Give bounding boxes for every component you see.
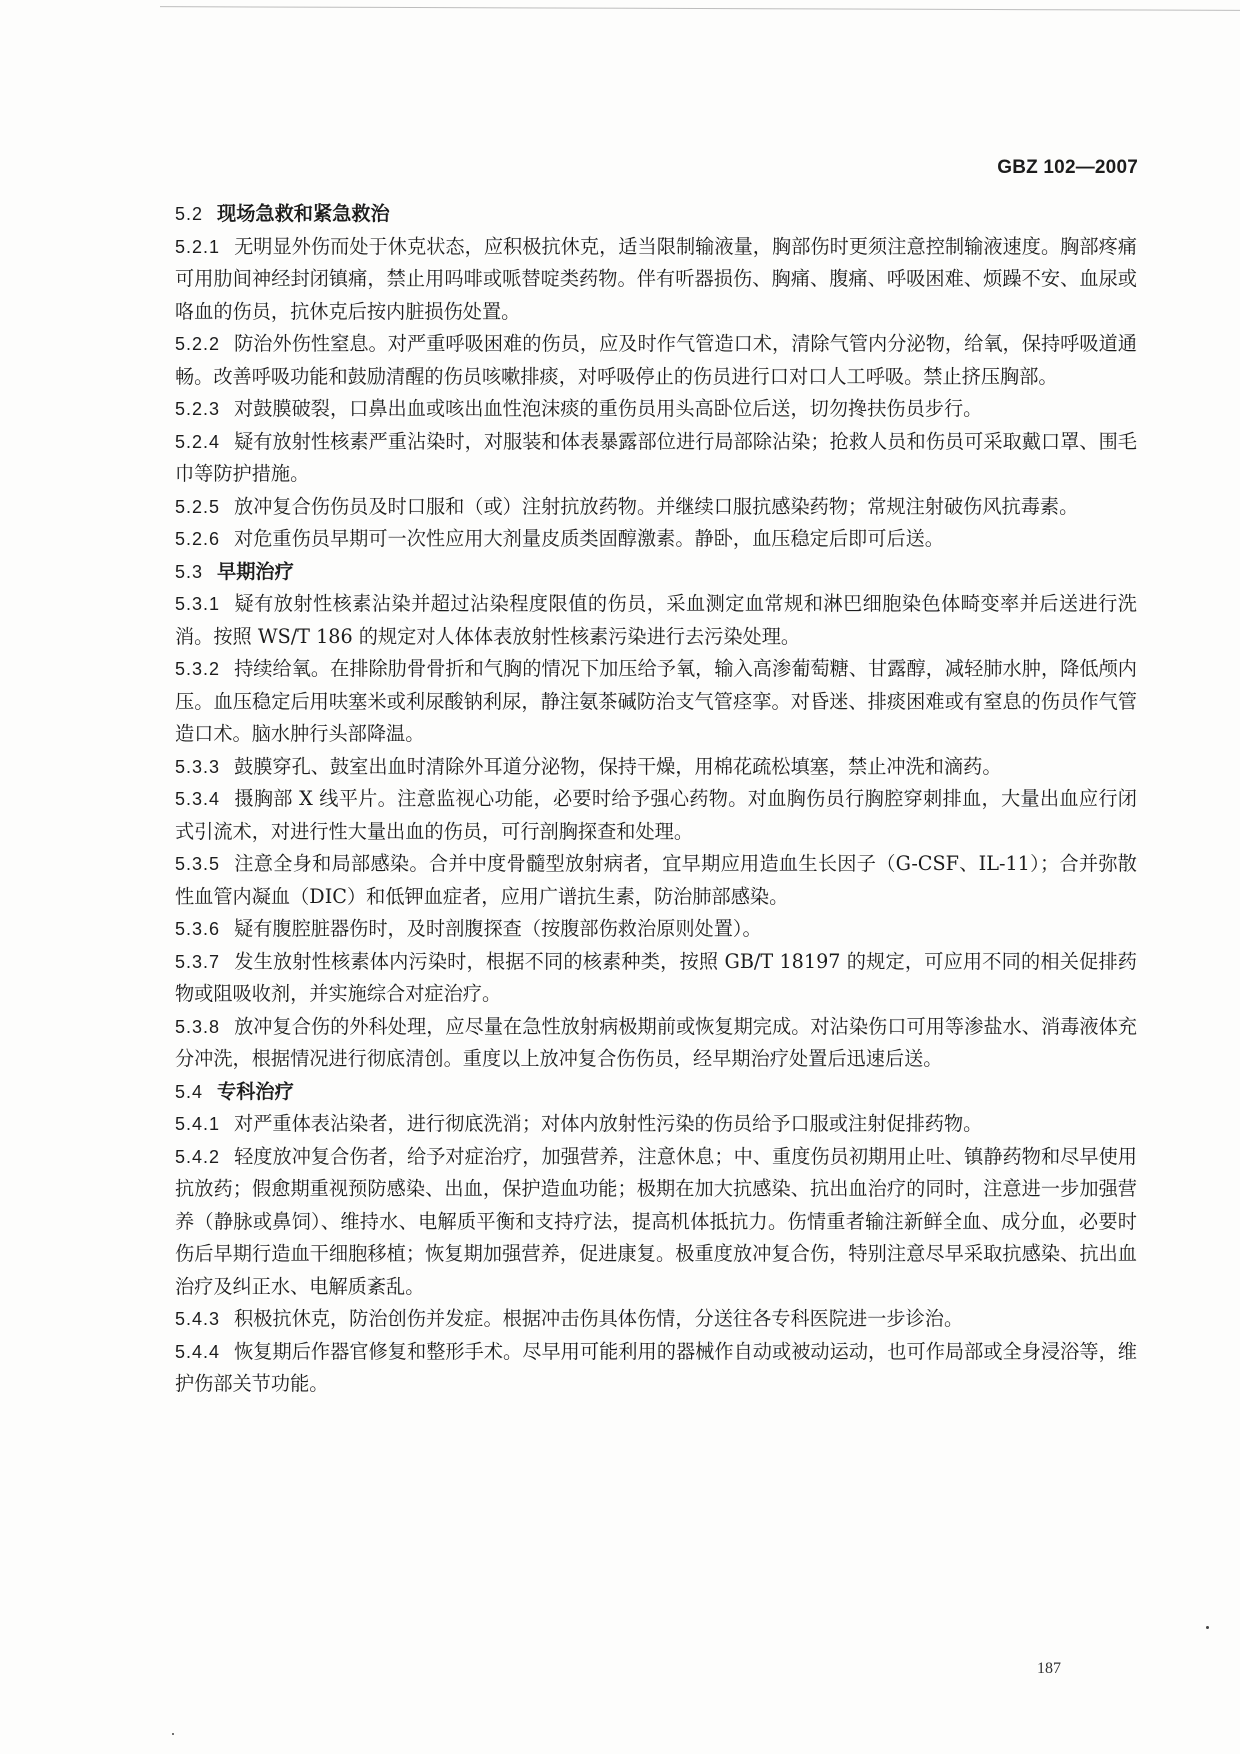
clause-paragraph bbox=[175, 393, 1137, 426]
scan-edge-line bbox=[160, 6, 1240, 11]
clause-text: 鼓膜穿孔、鼓室出血时清除外耳道分泌物，保持干燥，用棉花疏松填塞，禁止冲洗和滴药。 bbox=[234, 754, 1002, 778]
document-body bbox=[175, 198, 1137, 1401]
clause-text: 发生放射性核素体内污染时，根据不同的核素种类，按照 GB/T 18197 的规定，可应用不同的相关促排药物或阻吸收剂，并实施综合对症治疗。 bbox=[175, 949, 1137, 1005]
clause-number: 5.3.8 bbox=[175, 1016, 221, 1037]
clause-paragraph bbox=[175, 653, 1137, 751]
section-title: 现场急救和紧急救治 bbox=[217, 202, 390, 225]
clause-text: 防治外伤性窒息。对严重呼吸困难的伤员，应及时作气管造口术，清除气管内分泌物，给氧，保持呼吸道通畅。改善呼吸功能和鼓励清醒的伤员咳嗽排痰，对呼吸停止的伤员进行口对口人工呼吸。禁止挤压胸部。 bbox=[175, 332, 1137, 388]
clause-number: 5.3.4 bbox=[175, 789, 221, 809]
clause-number: 5.3.6 bbox=[175, 919, 221, 939]
clause-number: 5.3.2 bbox=[175, 659, 221, 679]
section-heading bbox=[175, 198, 1137, 231]
clause-paragraph bbox=[175, 1303, 1137, 1336]
scan-speck bbox=[172, 1733, 174, 1735]
clause-number: 5.2.5 bbox=[175, 496, 221, 517]
clause-number: 5.4.1 bbox=[175, 1114, 221, 1134]
section-heading bbox=[175, 1076, 1137, 1109]
clause-paragraph bbox=[175, 1108, 1137, 1141]
clause-paragraph bbox=[175, 946, 1137, 1011]
clause-number: 5.2.4 bbox=[175, 431, 221, 452]
section-title: 专科治疗 bbox=[217, 1079, 294, 1103]
page-number: 187 bbox=[1037, 1660, 1061, 1677]
section-heading bbox=[175, 556, 1137, 589]
section-number: 5.4 bbox=[175, 1081, 204, 1102]
clause-paragraph bbox=[175, 426, 1137, 491]
clause-paragraph bbox=[175, 1141, 1137, 1304]
clause-number: 5.4.2 bbox=[175, 1146, 221, 1167]
clause-text: 轻度放冲复合伤者，给予对症治疗，加强营养，注意休息；中、重度伤员初期用止吐、镇静药物和尽早使用抗放药；假愈期重视预防感染、出血，保护造血功能；极期在加大抗感染、抗出血治疗的同时，注意进一步加强营养（静脉或鼻饲）、维持水、电解质平衡和支持疗法，提高机体抵抗力。伤情重者输注新鲜全血、成分血，必要时伤后早期行造血干细胞移植；恢复期加强营养，促进康复。极重度放冲复合伤，特别注意尽早采取抗感染、抗出血治疗及纠正水、电解质紊乱。 bbox=[175, 1144, 1137, 1298]
clause-text: 疑有放射性核素沾染并超过沾染程度限值的伤员，采血测定血常规和淋巴细胞染色体畸变率并后送进行洗消。按照 WS/T 186 的规定对人体体表放射性核素污染进行去污染处理。 bbox=[175, 592, 1137, 648]
clause-text: 摄胸部 X 线平片。注意监视心功能，必要时给予强心药物。对血胸伤员行胸腔穿刺排血，大量出血应行闭式引流术，对进行性大量出血的伤员，可行剖胸探查和处理。 bbox=[175, 787, 1137, 843]
clause-number: 5.2.3 bbox=[175, 399, 221, 419]
clause-number: 5.2.2 bbox=[175, 334, 221, 354]
clause-paragraph bbox=[175, 523, 1137, 556]
clause-text: 疑有放射性核素严重沾染时，对服装和体表暴露部位进行局部除沾染；抢救人员和伤员可采取戴口罩、围毛巾等防护措施。 bbox=[175, 429, 1137, 485]
clause-number: 5.2.6 bbox=[175, 529, 221, 549]
clause-text: 无明显外伤而处于休克状态，应积极抗休克，适当限制输液量，胸部伤时更须注意控制输液速度。胸部疼痛可用肋间神经封闭镇痛，禁止用吗啡或哌替啶类药物。伴有听器损伤、胸痛、腹痛、呼吸困难、烦躁不安、血尿或咯血的伤员，抗休克后按内脏损伤处置。 bbox=[175, 234, 1137, 323]
clause-number: 5.3.3 bbox=[175, 756, 221, 777]
clause-paragraph bbox=[175, 1336, 1137, 1401]
clause-text: 对危重伤员早期可一次性应用大剂量皮质类固醇激素。静卧，血压稳定后即可后送。 bbox=[234, 527, 944, 550]
clause-paragraph bbox=[175, 913, 1137, 946]
clause-text: 恢复期后作器官修复和整形手术。尽早用可能利用的器械作自动或被动运动，也可作局部或全身浸浴等，维护伤部关节功能。 bbox=[175, 1339, 1137, 1395]
clause-text: 放冲复合伤的外科处理，应尽量在急性放射病极期前或恢复期完成。对沾染伤口可用等渗盐水、消毒液体充分冲洗，根据情况进行彻底清创。重度以上放冲复合伤伤员，经早期治疗处置后迅速后送。 bbox=[175, 1014, 1137, 1070]
scan-speck bbox=[1206, 1626, 1209, 1629]
section-number: 5.2 bbox=[175, 204, 204, 224]
clause-number: 5.2.1 bbox=[175, 236, 221, 257]
clause-number: 5.4.4 bbox=[175, 1341, 221, 1362]
clause-paragraph bbox=[175, 751, 1137, 784]
clause-number: 5.3.5 bbox=[175, 854, 221, 874]
clause-paragraph bbox=[175, 328, 1137, 393]
clause-paragraph bbox=[175, 231, 1137, 329]
clause-number: 5.3.1 bbox=[175, 594, 221, 614]
clause-text: 对严重体表沾染者，进行彻底洗消；对体内放射性污染的伤员给予口服或注射促排药物。 bbox=[234, 1112, 983, 1135]
clause-paragraph bbox=[175, 1011, 1137, 1076]
document-code: GBZ 102—2007 bbox=[997, 157, 1138, 178]
section-number: 5.3 bbox=[175, 561, 204, 582]
clause-number: 5.4.3 bbox=[175, 1309, 221, 1329]
clause-text: 放冲复合伤伤员及时口服和（或）注射抗放药物。并继续口服抗感染药物；常规注射破伤风抗毒素。 bbox=[234, 494, 1079, 518]
clause-paragraph bbox=[175, 783, 1137, 848]
clause-paragraph bbox=[175, 588, 1137, 653]
clause-number: 5.3.7 bbox=[175, 951, 221, 972]
clause-paragraph bbox=[175, 848, 1137, 913]
clause-text: 积极抗休克，防治创伤并发症。根据冲击伤具体伤情，分送往各专科医院进一步诊治。 bbox=[234, 1307, 964, 1330]
section-title: 早期治疗 bbox=[217, 559, 294, 583]
clause-text: 对鼓膜破裂，口鼻出血或咳出血性泡沫痰的重伤员用头高卧位后送，切勿搀扶伤员步行。 bbox=[234, 397, 983, 420]
clause-paragraph bbox=[175, 491, 1137, 524]
clause-text: 疑有腹腔脏器伤时，及时剖腹探查（按腹部伤救治原则处置）。 bbox=[234, 917, 762, 940]
clause-text: 持续给氧。在排除肋骨骨折和气胸的情况下加压给予氧，输入高渗葡萄糖、甘露醇，减轻肺水肿，降低颅内压。血压稳定后用呋塞米或利尿酸钠利尿，静注氨茶碱防治支气管痉挛。对昏迷、排痰困难或有窒息的伤员作气管造口术。脑水肿行头部降温。 bbox=[175, 657, 1137, 745]
clause-text: 注意全身和局部感染。合并中度骨髓型放射病者，宜早期应用造血生长因子（G-CSF、IL-11）；合并弥散性血管内凝血（DIC）和低钾血症者，应用广谱抗生素，防治肺部感染。 bbox=[175, 852, 1137, 908]
